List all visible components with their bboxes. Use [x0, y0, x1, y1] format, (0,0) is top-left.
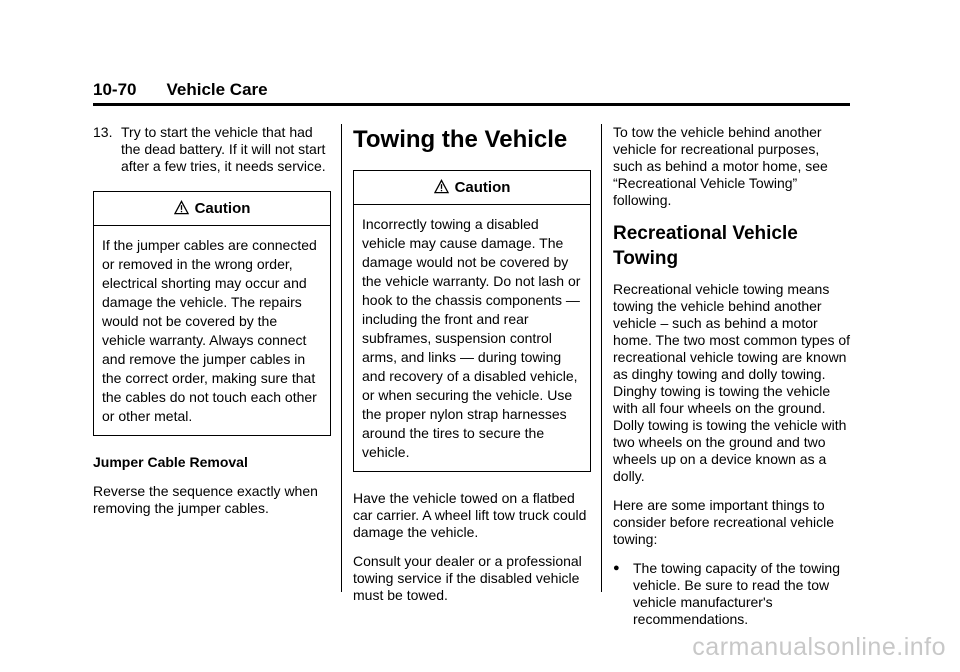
step-text: Try to start the vehicle that had the dead battery. If it will not start after a few tries, it needs service. [121, 124, 326, 174]
column-2 [353, 124, 591, 616]
step-number: 13. [93, 124, 113, 140]
paragraph-intro: To tow the vehicle behind another vehicle for recreational purposes, such as behind a motor home, see “Recreational Vehicle Towing” following. [613, 124, 828, 208]
header-rule [93, 103, 850, 106]
caution-triangle-icon [174, 200, 189, 219]
paragraph-reverse-sequence: Reverse the sequence exactly when removing the jumper cables. [93, 483, 318, 516]
caution-box-towing [353, 170, 591, 472]
page-number: 10-70 [93, 80, 137, 99]
paragraph-important-things: Here are some important things to consider before recreational vehicle towing: [613, 497, 835, 547]
section-title: Vehicle Care [166, 80, 268, 99]
bullet-text: The towing capacity of the towing vehicle. Be sure to read the tow vehicle manufacturer's recommendations. [633, 560, 841, 627]
heading-recreational-vehicle-towing: Recreational Vehicle Towing [613, 223, 798, 269]
caution-title: Caution [194, 200, 251, 217]
page-header [93, 80, 268, 100]
paragraph-consult-dealer: Consult your dealer or a professional towing service if the disabled vehicle must be towed. [353, 553, 582, 603]
subheading-jumper-cable-removal: Jumper Cable Removal [93, 454, 248, 470]
caution-box-jumper [93, 191, 331, 436]
column-3 [613, 124, 851, 628]
caution-text: Incorrectly towing a disabled vehicle may cause damage. The damage would not be covered by the vehicle warranty. Do not lash or hook to the chassis components — including the front and rear subframes, suspension control arms, and links — during towing and recovery of a disabled vehicle, or when securing the vehicle. Use the proper nylon strap harnesses around the tires to secure the vehicle. [362, 216, 581, 460]
column-1 [93, 124, 331, 529]
paragraph-flatbed: Have the vehicle towed on a flatbed car carrier. A wheel lift tow truck could damage the vehicle. [353, 490, 587, 540]
caution-triangle-icon [434, 179, 449, 198]
paragraph-rv-towing-definition: Recreational vehicle towing means towing the vehicle behind another vehicle – such as behind a motor home. The two most common types of recreational vehicle towing are known as dinghy towing and dolly towing. Dinghy towing is towing the vehicle with all four wheels on the ground. Dolly towing is towing the vehicle with two wheels on the ground and two wheels up on a device known as a dolly. [613, 281, 851, 484]
heading-towing-the-vehicle: Towing the Vehicle [353, 126, 568, 153]
step-13 [93, 124, 331, 175]
watermark: carmanualsonline.info [692, 633, 946, 661]
column-divider-2 [601, 124, 602, 592]
caution-header [94, 192, 330, 226]
column-divider-1 [341, 124, 342, 592]
bullet-icon: ● [613, 562, 620, 574]
caution-text: If the jumper cables are connected or removed in the wrong order, electrical shorting may occur and damage the vehicle. The repairs would not be covered by the vehicle warranty. Always connect and remove the jumper cables in the correct order, making sure that the cables do not touch each other or other metal. [102, 237, 317, 424]
caution-title: Caution [454, 179, 511, 196]
caution-header [354, 171, 590, 205]
bullet-item-towing-capacity [613, 560, 851, 628]
